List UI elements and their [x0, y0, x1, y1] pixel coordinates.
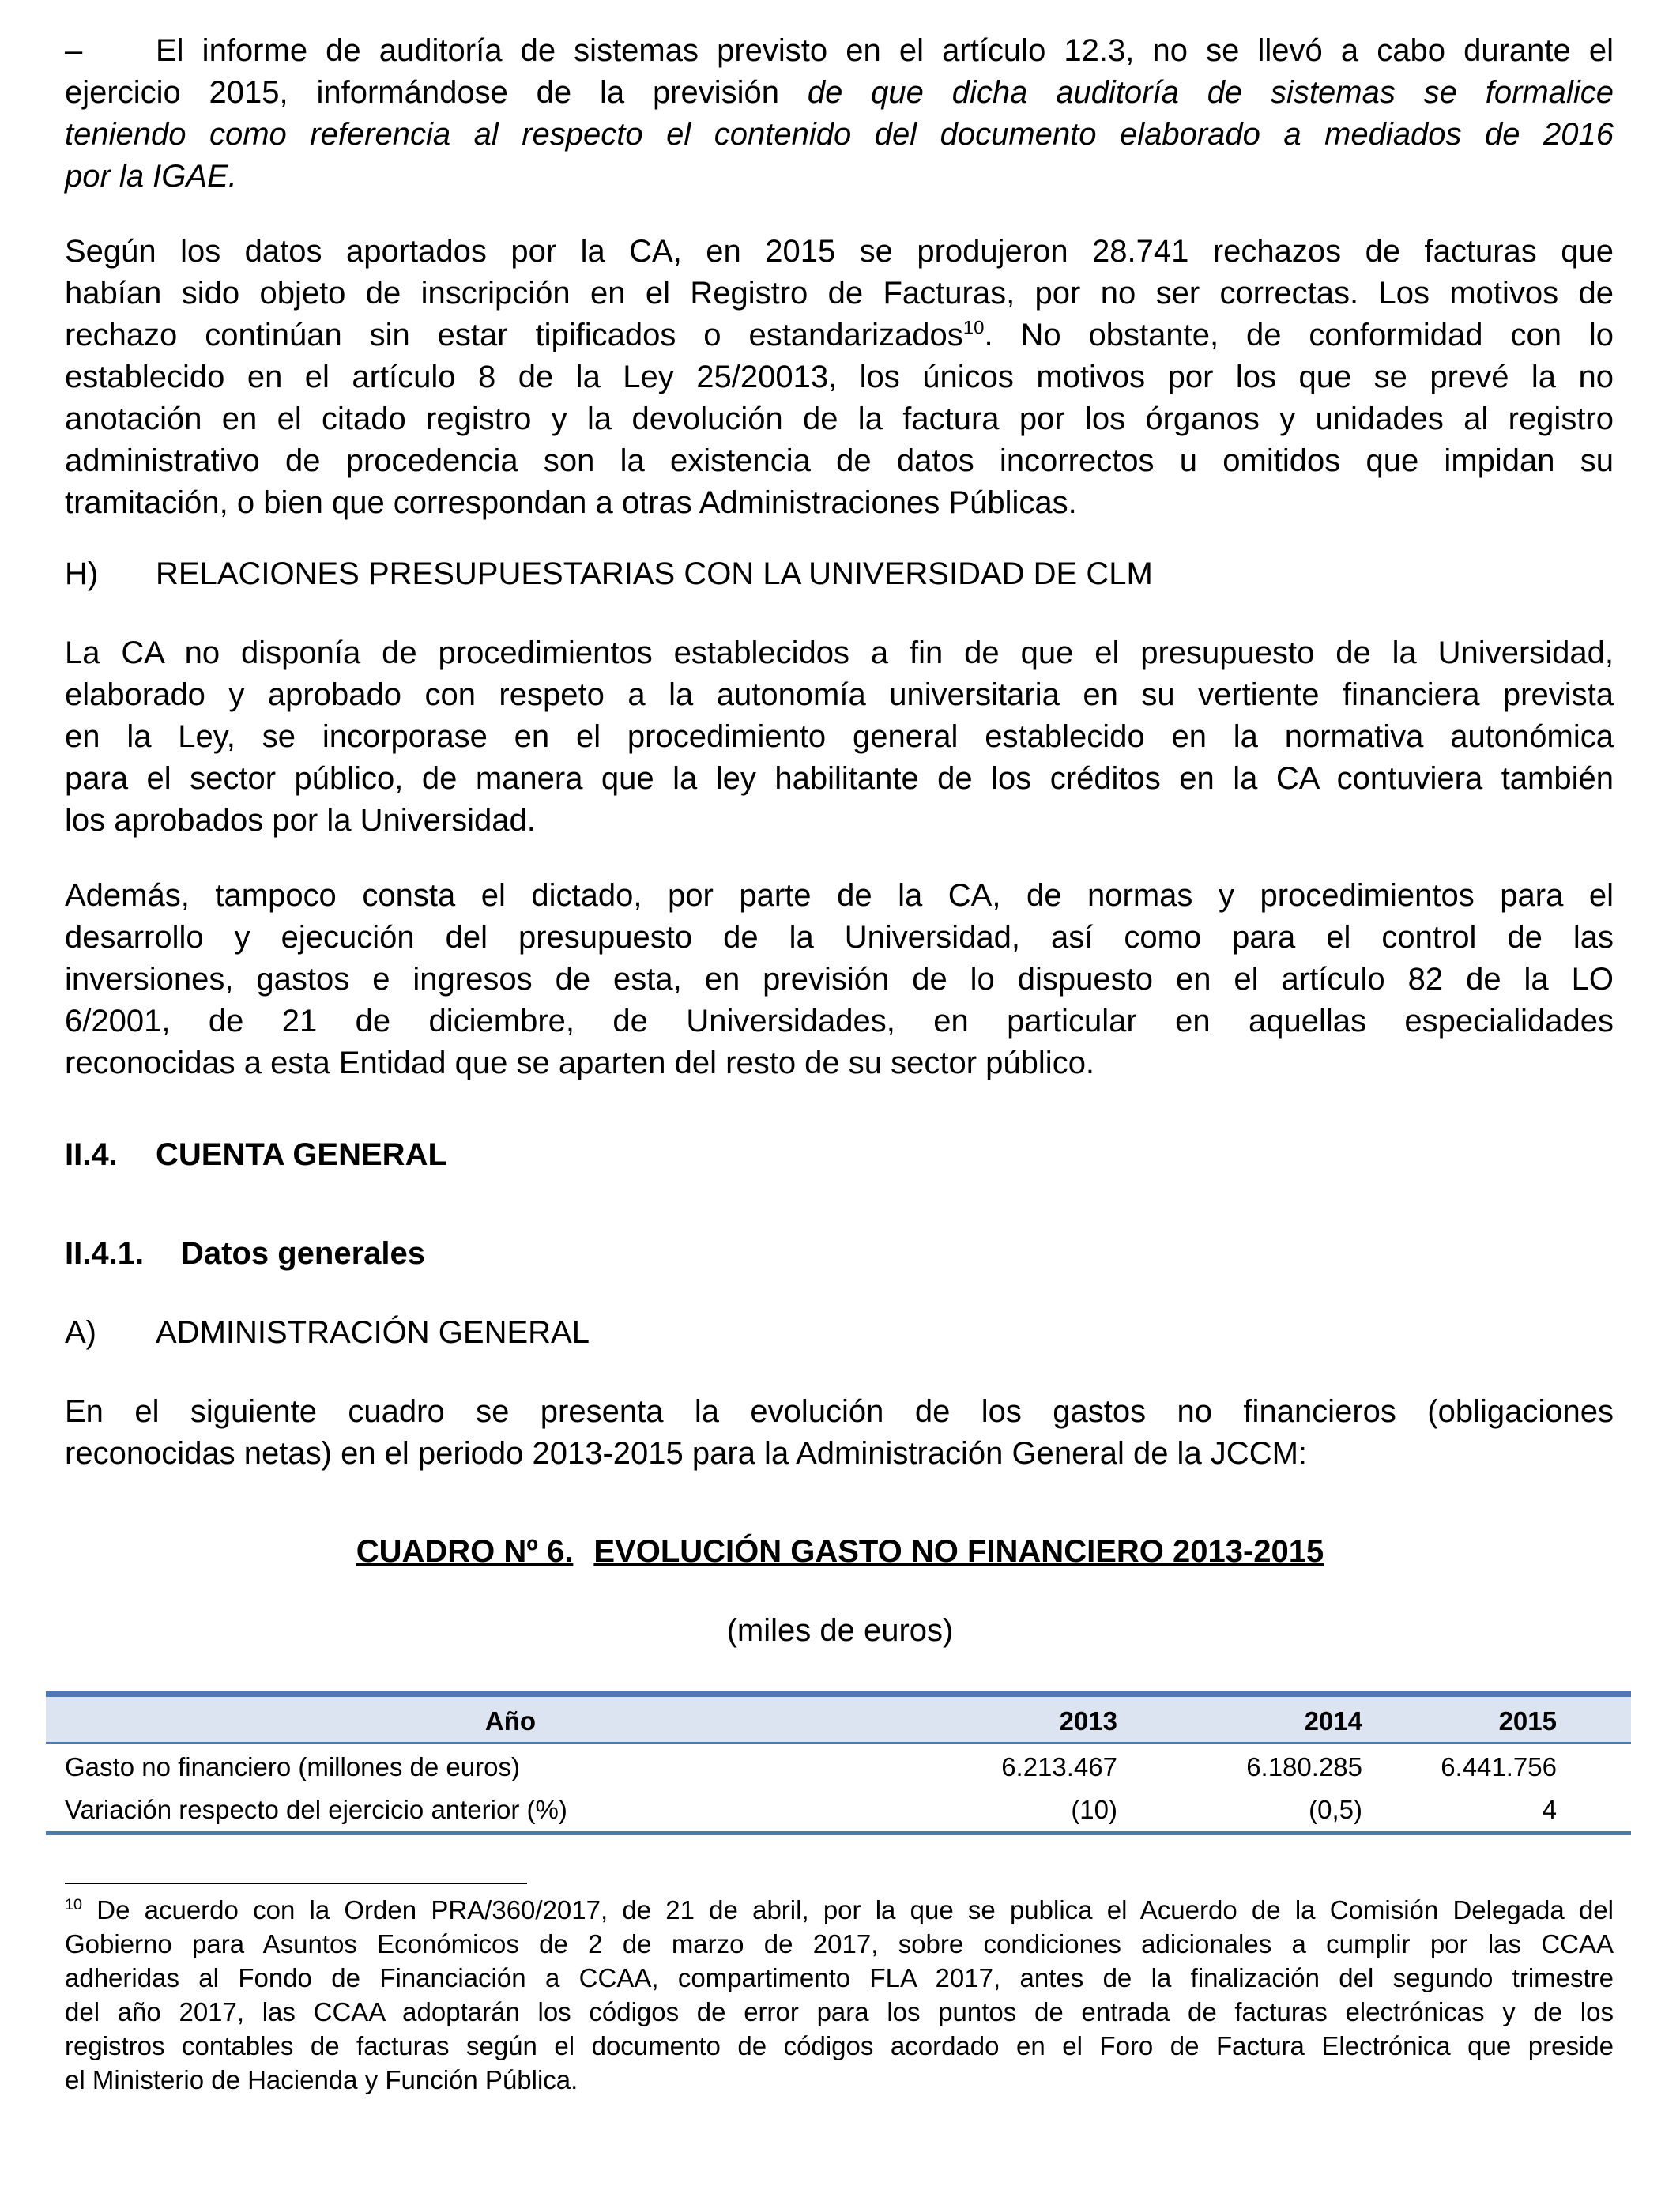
italic-quote: de que dicha auditoría de sistemas se formalice	[807, 75, 1614, 110]
table-intro-paragraph: En el siguiente cuadro se presenta la evolución de los gastos no financieros (obligaciones reconocidas netas) en el periodo 2013-2015 para la Administración General de la JCCM:	[65, 1394, 1614, 1471]
section-heading-h: H) RELACIONES PRESUPUESTARIAS CON LA UNIVERSIDAD DE CLM	[65, 556, 1153, 591]
university-paragraph-2: Además, tampoco consta el dictado, por parte de la CA, de normas y procedimientos para el desarrollo y ejecución del presupuesto de la Universidad, así como para el control de las inversiones, gastos e ingresos de esta, en previsión de lo dispuesto en el artículo 82 de la LO 6/2001, de 21 de diciembre, de Universidades, en particular en aquellas especialidades reconocidas a esta Entidad que se aparten del resto de su sector público.	[65, 878, 1614, 1080]
text-line: teniendo como referencia al respecto el contenido del documento elaborado a mediados de 2016	[65, 117, 1614, 152]
text-line: ejercicio 2015, informándose de la previsión de que dicha auditoría de sistemas se formalice	[65, 75, 1614, 110]
footnote: $^{10}$ De acuerdo con la Orden PRA/360/2017, de 21 de abril, por la que se publica el Acuerdo de la Comisión Delegada del Gobierno para Asuntos Económicos de 2 de marzo de 2017, sobre condiciones adicionales a cumplir por las CCAA adheridas al Fondo de Financiación a CCAA, compartimento FLA 2017, antes de la finalización del segundo trimestre del año 2017, las CCAA adoptarán los códigos de error para los puntos de entrada de facturas electrónicas y de los registros contables de facturas según el documento de códigos acordado en el Foro de Factura Electrónica que preside el Ministerio de Hacienda y Función Pública.	[65, 1893, 1614, 2097]
footnote-reference[interactable]: 10	[962, 317, 985, 339]
text-line: – El informe de auditoría de sistemas previsto en el artículo 12.3, no se llevó a cabo durante el	[65, 30, 1614, 72]
table-row-label: Variación respecto del ejercicio anterior (%)	[65, 1795, 567, 1824]
bullet-dash: –	[65, 33, 83, 68]
table-header-cell: 2014	[1304, 1706, 1362, 1736]
table-header-cell: Año	[484, 1706, 537, 1736]
text-line-with-footnote: rechazo continúan sin estar tipificados o estandarizados$^{10}$. No obstante, de conformidad con lo	[65, 317, 1614, 352]
table-row-label: Gasto no financiero (millones de euros)	[65, 1752, 520, 1781]
table-cell: 6.213.467	[1001, 1752, 1117, 1781]
audit-bullet-paragraph	[65, 30, 1614, 198]
table-cell: 6.441.756	[1441, 1752, 1557, 1781]
table-caption: CUADRO Nº 6. EVOLUCIÓN GASTO NO FINANCIERO 2013-2015	[356, 1534, 1324, 1569]
table-cell: 4	[1542, 1795, 1557, 1824]
table-cell: 6.180.285	[1246, 1752, 1362, 1781]
university-paragraph-1: La CA no disponía de procedimientos establecidos a fin de que el presupuesto de la Universidad, elaborado y aprobado con respeto a la autonomía universitaria en su vertiente financiera prevista en la Ley, se incorporase en el procedimiento general establecido en la normativa autonómica para el sector público, de manera que la ley habilitante de los créditos en la CA contuviera también los aprobados por la Universidad.	[65, 635, 1614, 838]
table-header-rule	[46, 1742, 1631, 1744]
table-cell: (0,5)	[1309, 1795, 1362, 1824]
footnote-separator	[65, 1883, 527, 1884]
footnote-number: 10	[65, 1896, 83, 1913]
table-units: (miles de euros)	[726, 1613, 954, 1648]
invoices-paragraph: Según los datos aportados por la CA, en 2015 se produjeron 28.741 rechazos de facturas que habían sido objeto de inscripción en el Registro de Facturas, por no ser correctas. Los motivos de rechazo continúan sin estar tipificados o estandarizados$^{10}$. No obstante, de conformidad con lo establecido en el artículo 8 de la Ley 25/20013, los únicos motivos por los que se prevé la no anotación en el citado registro y la devolución de la factura por los órganos y unidades al registro administrativo de procedencia son la existencia de datos incorrectos u omitidos que impidan su tramitación, o bien que correspondan a otras Administraciones Públicas.	[65, 234, 1614, 520]
table-cell: (10)	[1071, 1795, 1117, 1824]
text-line: $^{10}$ De acuerdo con la Orden PRA/360/2017, de 21 de abril, por la que se publica el Acuerdo de la Comisión Delegada del	[65, 1895, 1614, 1924]
section-heading-ii41: II.4.1. Datos generales	[65, 1236, 426, 1271]
text-line: por la IGAE.	[65, 159, 237, 194]
table-top-rule	[46, 1691, 1631, 1697]
section-heading-a: A) ADMINISTRACIÓN GENERAL	[65, 1315, 590, 1350]
table-bottom-rule	[46, 1831, 1631, 1835]
table-header-cell: 2013	[1059, 1706, 1117, 1736]
table-header-cell: 2015	[1498, 1706, 1557, 1736]
section-heading-ii4: II.4. CUENTA GENERAL	[65, 1137, 447, 1172]
